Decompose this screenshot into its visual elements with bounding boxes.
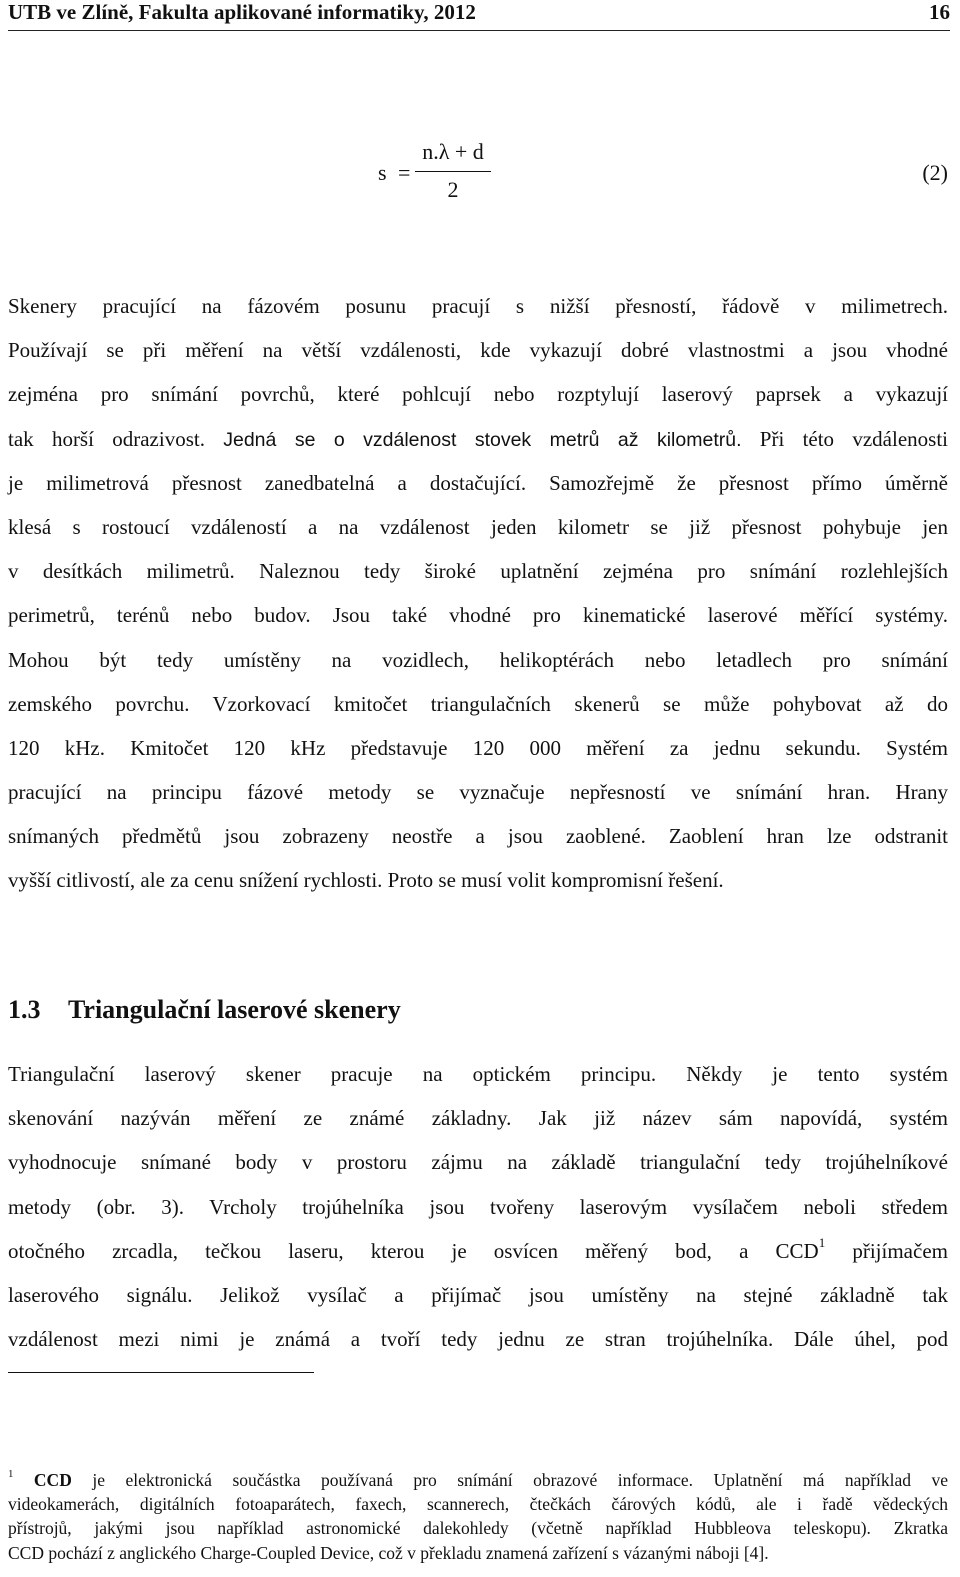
paragraph-line: zejména pro snímání povrchů, které pohlcují nebo rozptylují laserový paprsek a vykazují [8,382,948,407]
equation-equals: = [398,160,411,185]
paragraph-line: klesá s rostoucí vzdáleností a na vzdálenost jeden kilometr se již přesnost pohybuje jen [8,514,948,539]
paragraph-line: Skenery pracující na fázovém posunu pracují s nižší přesností, řádově v milimetrech. [8,294,948,318]
equation-lhs: s [378,160,387,185]
line-text-end: přijímačem [825,1238,948,1263]
paragraph-line [8,1233,948,1277]
equation-number: (2) [922,160,948,185]
paragraph-line [8,421,948,465]
paragraph-line: pracující na principu fázové metody se vyznačuje nepřesností ve snímání hran. Hrany [8,780,948,805]
paragraph-triangulation [8,1056,948,1365]
paragraph-line: Triangulační laserový skener pracuje na optickém principu. Někdy je tento systém [8,1062,948,1086]
footnote-text: je elektronická součástka používaná pro snímání obrazové informace. Uplatnění má například ve [71,1470,949,1490]
paragraph-line: skenování nazýván měření ze známé základny. Jak již název sám napovídá, systém [8,1106,948,1131]
paragraph-line: v desítkách milimetrů. Naleznou tedy široké uplatnění zejména pro snímání rozlehlejších [8,559,948,584]
section-heading [8,992,401,1028]
footnote [8,1468,948,1565]
footnote-line: videokamerách, digitálních fotoaparátech, faxech, scannerech, čtečkách čárových kódů, ale i řadě vědeckých [8,1494,948,1515]
line-text: otočného zrcadla, tečkou laseru, kterou je osvícen měřený bod, a CCD [8,1238,819,1263]
paragraph-line: laserového signálu. Jelikož vysílač a přijímač jsou umístěny na stejné základně tak [8,1282,948,1307]
equation-denominator: 2 [447,177,459,202]
paragraph-line: je milimetrová přesnost zanedbatelná a dostačující. Samozřejmě že přesnost přímo úměrně [8,470,948,495]
paragraph-line: perimetrů, terénů nebo budov. Jsou také vhodné pro kinematické laserové měřící systémy. [8,603,948,628]
paragraph-phase-scanners [8,288,948,907]
paragraph-line: snímaných předmětů jsou zobrazeny neostře a jsou zaoblené. Zaoblení hran lze odstranit [8,824,948,849]
running-header [8,0,950,26]
paragraph-line: vzdálenost mezi nimi je známá a tvoří tedy jednu ze stran trojúhelníka. Dále úhel, pod [8,1327,948,1352]
sans-serif-sentence: Jedná se o vzdálenost stovek metrů až kilometrů. [223,428,742,451]
footnote-reference[interactable]: 1 [818,1235,826,1251]
section-number: 1.3 [8,995,41,1024]
fraction-bar [415,171,491,172]
footnote-line: CCD pochází z anglického Charge-Coupled Device, což v překladu znamená zařízení s vázanými náboji [4]. [8,1542,769,1563]
footnote-line: přístrojů, jakými jsou například astronomické dalekohledy (včetně například Hubbleova teleskopu). Zkratka [8,1518,948,1539]
section-title: Triangulační laserové skenery [68,995,401,1024]
paragraph-line: vyšší citlivostí, ale za cenu snížení rychlosti. Proto se musí volit kompromisní řešení. [8,868,724,893]
header-rule [8,30,950,31]
paragraph-line: zemského povrchu. Vzorkovací kmitočet triangulačních skenerů se může pohybovat až do [8,691,948,716]
equation-numerator: n.λ + d [422,139,484,164]
footnote-term: CCD [33,1470,72,1490]
paragraph-line: Používají se při měření na větší vzdálenosti, kde vykazují dobré vlastnostmi a jsou vhodné [8,338,948,363]
header-title: UTB ve Zlíně, Fakulta aplikované informatiky, 2012 [8,0,476,24]
footnote-mark: 1 [8,1468,14,1481]
paragraph-line: metody (obr. 3). Vrcholy trojúhelníka jsou tvořeny laserovým vysílačem neboli středem [8,1194,948,1219]
equation-fraction [415,138,491,204]
line-text-end: Při této vzdálenosti [741,426,948,451]
paragraph-line: vyhodnocuje snímané body v prostoru zájmu na základě triangulační tedy trojúhelníkové [8,1150,948,1175]
page-number: 16 [929,0,950,24]
equation-2 [0,130,960,210]
footnote-separator [8,1372,314,1373]
paragraph-line: 120 kHz. Kmitočet 120 kHz představuje 120 000 měření za jednu sekundu. Systém [8,735,948,760]
line-text: tak horší odrazivost. [8,426,224,451]
footnote-line [8,1468,948,1492]
paragraph-line: Mohou být tedy umístěny na vozidlech, helikoptérách nebo letadlech pro snímání [8,647,948,672]
